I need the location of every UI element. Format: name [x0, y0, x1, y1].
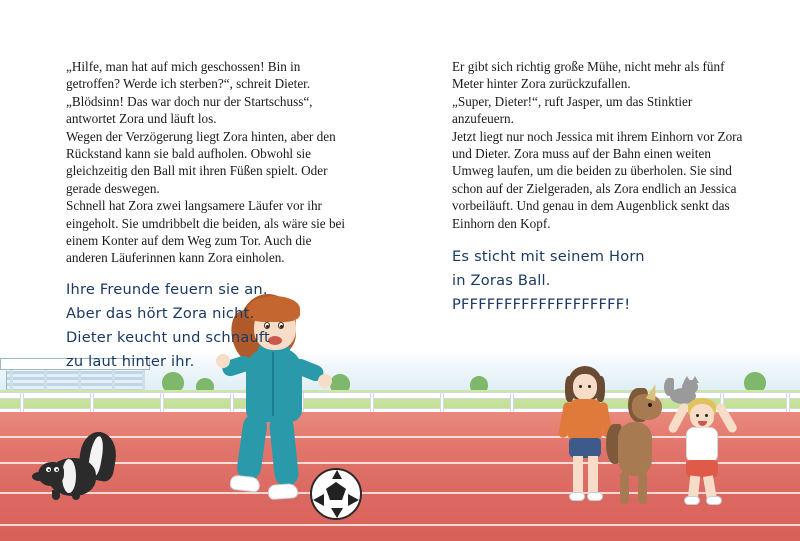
- paragraph: „Hilfe, man hat auf mich geschossen! Bin in getroffen? Werde ich sterben?“, schreit Dieter.: [66, 59, 311, 92]
- football-icon: [310, 468, 362, 520]
- handwritten-line: in Zoras Ball.: [452, 272, 551, 289]
- handwritten-line: zu laut hinter ihr.: [66, 353, 195, 370]
- left-text-column: [66, 58, 356, 267]
- paragraph: Er gibt sich richtig große Mühe, nicht mehr als fünf Meter hinter Zora zurückzufallen.: [452, 59, 725, 92]
- paragraph: Wegen der Verzögerung liegt Zora hinten, aber den Rückstand kann sie bald aufholen. Obwohl sie gleichzeitig den Ball mit ihren Füßen spielt. Oder gerade deswegen.: [66, 128, 336, 196]
- handwritten-text-left: [66, 278, 366, 374]
- paragraph: Jetzt liegt nur noch Jessica mit ihrem Einhorn vor Zora und Dieter. Zora muss auf der Bahn einen weiten Umweg laufen, um die beiden zu überholen. Sie sind schon auf der Zielgeraden, als Zora endlich an Jessica vorbeiläuft. Und genau in dem Augenblick senkt das Einhorn den Kopf.: [452, 128, 743, 231]
- right-text-column: [452, 58, 744, 232]
- paragraph: „Blödsinn! Das war doch nur der Startschuss“, antwortet Zora und läuft los.: [66, 93, 313, 127]
- paragraph: „Super, Dieter!“, ruft Jasper, um das Stinktier anzufeuern.: [452, 93, 693, 127]
- handwritten-line: Dieter keucht und schnauft: [66, 329, 270, 346]
- skunk-dieter-character: [28, 432, 118, 502]
- boy-jasper-character: [664, 392, 740, 510]
- handwritten-line: Ihre Freunde feuern sie an.: [66, 281, 268, 298]
- handwritten-text-right: [452, 245, 752, 317]
- paragraph: Schnell hat Zora zwei langsamere Läufer vor ihr eingeholt. Sie umdribbelt die beiden, als wäre sie bei einem Konter auf dem Weg zum Tor. Auch die anderen Läuferinnen kann Zora einholen.: [66, 198, 346, 266]
- handwritten-line: Es sticht mit seinem Horn: [452, 248, 645, 265]
- handwritten-line: Aber das hört Zora nicht.: [66, 305, 255, 322]
- lane-line: [0, 524, 800, 526]
- handwritten-line: PFFFFFFFFFFFFFFFFFFF!: [452, 296, 631, 313]
